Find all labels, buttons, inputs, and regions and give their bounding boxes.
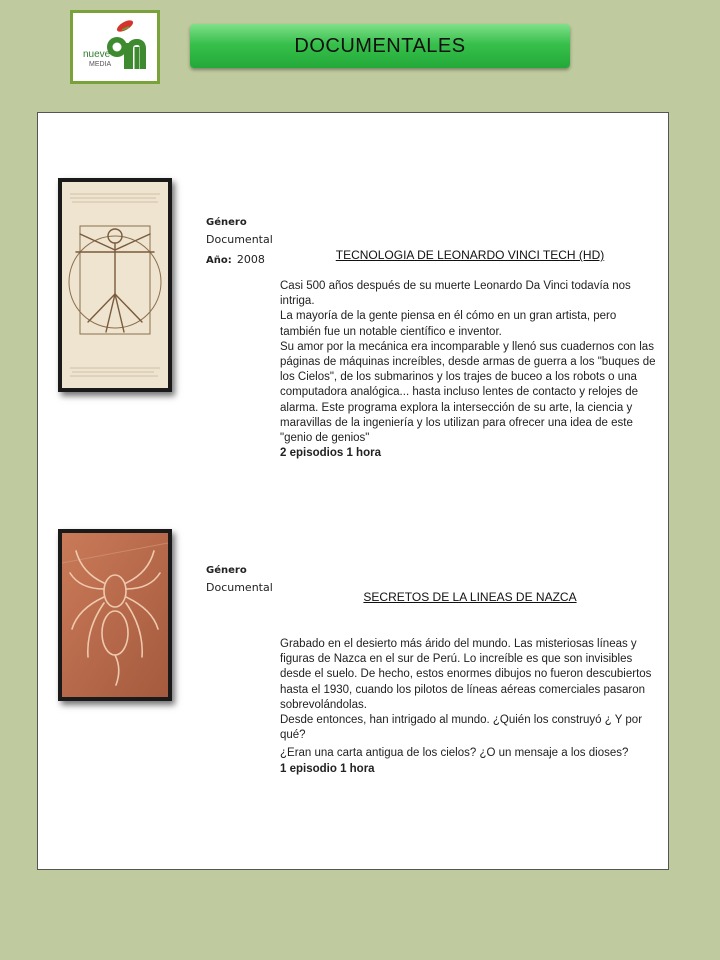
year-value: 2008 [236, 253, 265, 266]
page-title-banner [190, 24, 570, 68]
vitruvian-man-illustration [62, 182, 168, 388]
nazca-spider-geoglyph [62, 533, 168, 697]
genre-value: Documental [206, 233, 273, 246]
logo-text-nueve: nueve [83, 49, 111, 60]
description-paragraph: Grabado en el desierto más árido del mundo. Las misteriosas líneas y figuras de Nazca en el sur de Perú. Lo increíble es que son invisibles desde el suelo. De hecho, estos enormes dibujos no fueron descubiertos hasta el 1930, cuando los pilotos de líneas aéreas comerciales pasaron sobrevolándolas. [280, 638, 652, 711]
description-paragraph: La mayoría de la gente piensa en él cómo en un gran artista, pero también fue un notable científico e inventor. [280, 310, 617, 338]
documentary-thumbnail-leonardo[interactable] [58, 178, 172, 392]
documentary-description-leonardo [280, 279, 660, 461]
documentary-thumbnail-nazca[interactable] [58, 529, 172, 701]
description-paragraph: Desde entonces, han intrigado al mundo. ¿Quién los construyó ¿ Y por qué? [280, 714, 643, 742]
documentary-meta-nazca [206, 562, 273, 596]
genre-label: Género [206, 217, 247, 228]
year-label: Año: [206, 255, 232, 266]
description-paragraph: Casi 500 años después de su muerte Leonardo Da Vinci todavía nos intriga. [280, 280, 631, 308]
genre-value: Documental [206, 581, 273, 594]
description-paragraph: Su amor por la mecánica era incomparable y llenó sus cuadernos con las páginas de máquinas increíbles, desde armas de guerra a los "buques de los Cielos", de los submarinos y los trajes de buceo a los robots o una computadora analógica... hasta incluso lentes de contacto y relojes de alarma. Este programa explora la intersección de su arte, la ciencia y maravillas de la ingeniería y los utilizan para ofrecer una idea de este "genio de genios" [280, 340, 656, 445]
description-paragraph: ¿Eran una carta antigua de los cielos? ¿O un mensaje a los dioses? [280, 747, 629, 760]
documentary-description-nazca [280, 637, 660, 777]
documentary-meta-leonardo [206, 214, 273, 269]
episode-info: 2 episodios 1 hora [280, 447, 381, 460]
logo-text-media: MEDIA [89, 61, 112, 68]
genre-label: Género [206, 565, 247, 576]
documentary-title-nazca[interactable]: SECRETOS DE LA LINEAS DE NAZCA [363, 590, 577, 604]
documentary-title-leonardo[interactable]: TECNOLOGIA DE LEONARDO VINCI TECH (HD) [335, 248, 605, 262]
episode-info: 1 episodio 1 hora [280, 762, 375, 775]
logo-graphic [73, 13, 157, 81]
documentaries-panel [37, 112, 669, 870]
page-title: DOCUMENTALES [294, 34, 466, 57]
nueve-media-logo[interactable] [70, 10, 160, 84]
